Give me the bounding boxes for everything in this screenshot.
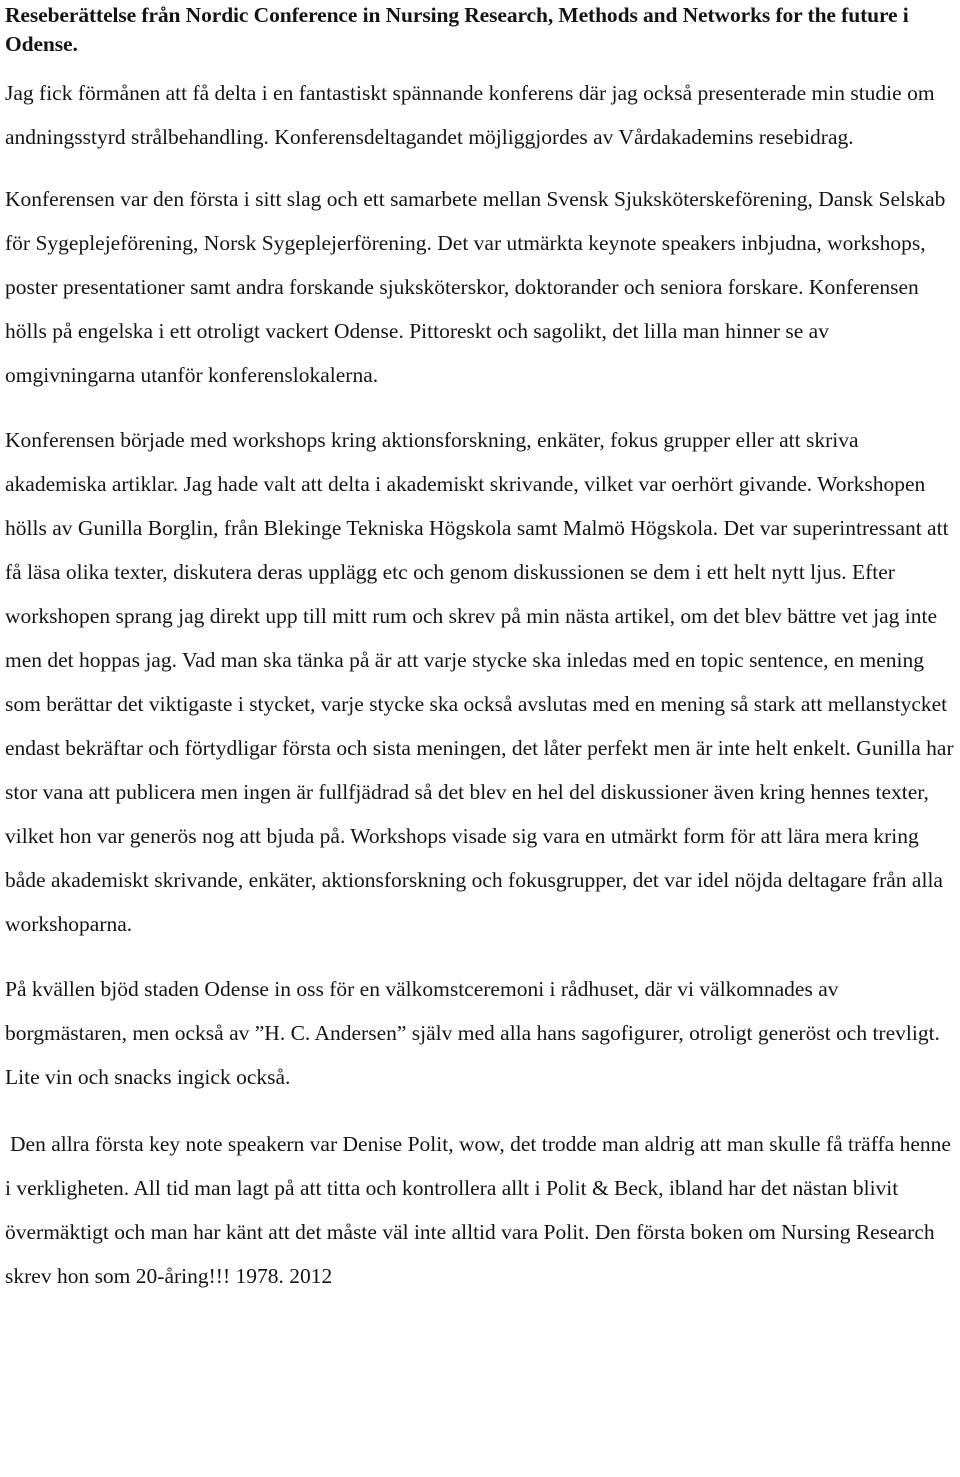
paragraph-workshops: Konferensen började med workshops kring aktionsforskning, enkäter, fokus grupper eller att skriva akademiska artiklar. Jag hade valt att delta i akademiskt skrivande, vilket var oerhört givande. Workshopen hölls av Gunilla Borglin, från Blekinge Tekniska Högskola samt Malmö Högskola. Det var superintressant att få läsa olika texter, diskutera deras upplägg etc och genom diskussionen se dem i ett helt nytt ljus. Efter workshopen sprang jag direkt upp till mitt rum och skrev på min nästa artikel, om det blev bättre vet jag inte men det hoppas jag. Vad man ska tänka på är att varje stycke ska inledas med en topic sentence, en mening som berättar det viktigaste i stycket, varje stycke ska också avslutas med en mening så stark att mellanstycket endast bekräftar och förtydligar första och sista meningen, det låter perfekt men är inte helt enkelt. Gunilla har stor vana att publicera men ingen är fullfjädrad så det blev en hel del diskussioner även kring hennes texter, vilket hon var generös nog att bjuda på. Workshops visade sig vara en utmärkt form för att lära mera kring både akademiskt skrivande, enkäter, aktionsforskning och fokusgrupper, det var idel nöjda deltagare från alla workshoparna. [5, 428, 954, 936]
document-title: Reseberättelse från Nordic Conference in Nursing Research, Methods and Networks for the future i Odense. [5, 3, 909, 56]
paragraph-evening: På kvällen bjöd staden Odense in oss för en välkomstceremoni i rådhuset, där vi välkomnades av borgmästaren, men också av ”H. C. Andersen” själv med alla hans sagofigurer, otroligt generöst och trevligt. Lite vin och snacks ingick också. [5, 977, 940, 1089]
paragraph-keynote: Den allra första key note speakern var Denise Polit, wow, det trodde man aldrig att man skulle få träffa henne i verkligheten. All tid man lagt på att titta och kontrollera allt i Polit & Beck, ibland har det nästan blivit övermäktigt och man har känt att det måste väl inte alltid vara Polit. Den första boken om Nursing Research skrev hon som 20-åring!!! 1978. 2012 [5, 1132, 951, 1288]
paragraph-intro: Jag fick förmånen att få delta i en fantastiskt spännande konferens där jag också presenterade min studie om andningsstyrd strålbehandling. Konferensdeltagandet möjliggjordes av Vårdakademins resebidrag. [5, 81, 935, 149]
paragraph-conference: Konferensen var den första i sitt slag och ett samarbete mellan Svensk Sjuksköterskeförening, Dansk Selskab för Sygeplejeförening, Norsk Sygeplejerförening. Det var utmärkta keynote speakers inbjudna, workshops, poster presentationer samt andra forskande sjuksköterskor, doktorander och seniora forskare. Konferensen hölls på engelska i ett otroligt vackert Odense. Pittoreskt och sagolikt, det lilla man hinner se av omgivningarna utanför konferenslokalerna. [5, 187, 946, 387]
